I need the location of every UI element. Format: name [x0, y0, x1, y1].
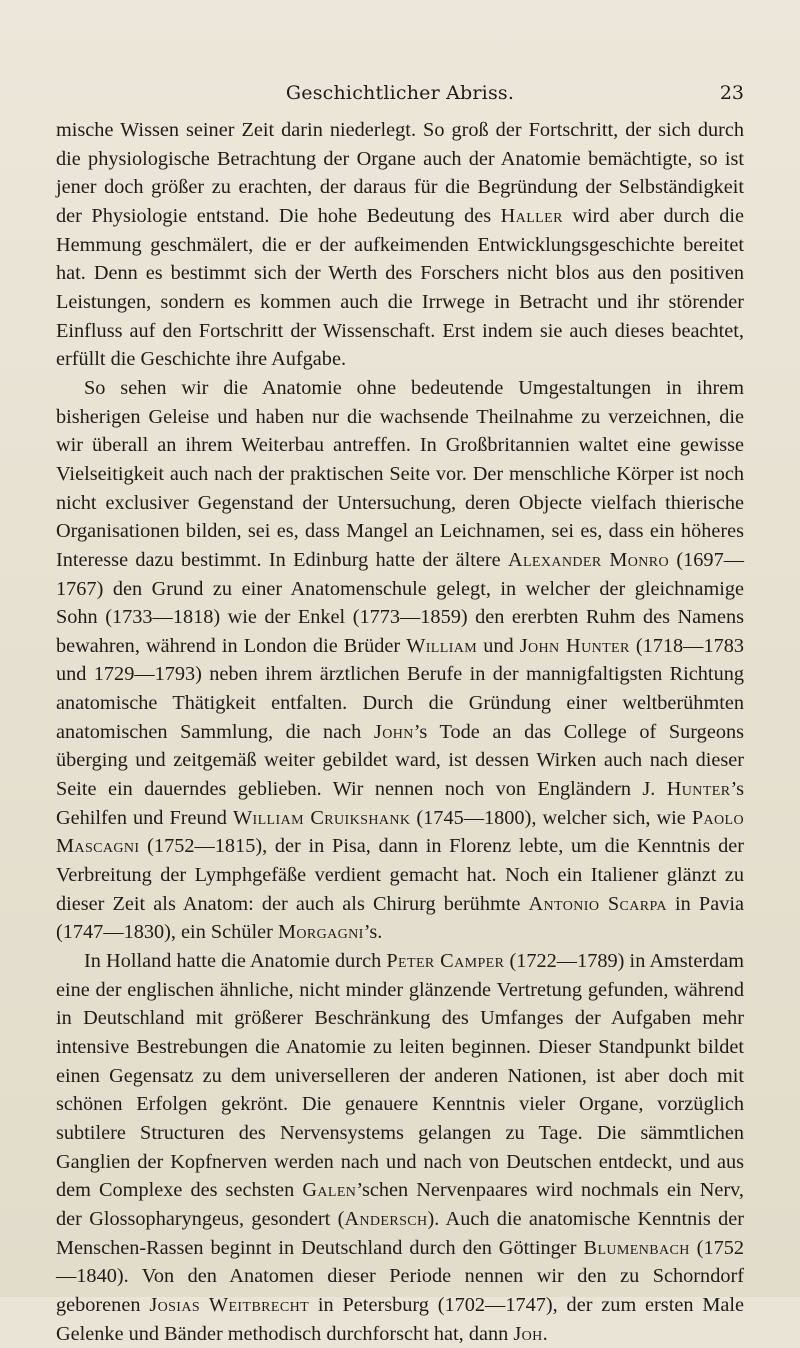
person-name: Morgagni — [277, 921, 364, 944]
person-name: Alexander Monro — [507, 548, 670, 571]
running-title: Geschichtlicher Abriss. — [285, 82, 515, 104]
text-run: ). Auch die anatomische Kenntnis der Menschen-Rassen beginnt in Deutschland durch den Göttinger — [56, 1207, 744, 1259]
paragraph — [56, 374, 744, 947]
text-run: ’schen Nervenpaares wird nochmals ein Nerv, der Glossopharyngeus, gesondert ( — [56, 1179, 744, 1230]
text-run: (1722—1789) in Amsterdam eine der englischen ähnliche, nicht minder glänzende Vertretung gefunden, während in Deutschland mit größerer Beschränkung des Umfanges der Aufgaben mehr intensive Bestrebungen die Anatomie zu leiten beginnen. Dieser Standpunkt bildet einen Gegensatz zu dem universelleren der anderen Nationen, ist aber doch mit schönen Erfolgen gekrönt. Die genauere Kenntnis vieler Organe, vorzüglich subtilere Structuren des Nervensystems gelangen zu Tage. Die sämmtlichen Ganglien der Kopfnerven werden nach und nach von Deutschen entdeckt, und aus dem Complexe des sechsten — [56, 950, 744, 1202]
person-name: Andersch — [344, 1207, 428, 1230]
text-run: ’s Gehilfen und Freund — [56, 778, 744, 829]
text-run: ’s Tode an das College of Surgeons überging und zeitgemäß weiter gebildet ward, ist dessen Wirken auch nach dieser Seite ein dauerndes geblieben. Wir nennen noch von Engländern J. — [56, 720, 744, 801]
person-name: Joh. — [513, 1322, 549, 1345]
person-name: William Cruikshank — [233, 806, 411, 829]
person-name: John — [373, 720, 414, 743]
person-name: Antonio Scarpa — [528, 892, 667, 915]
text-run: mische Wissen seiner Zeit darin niederlegt. So groß der Fortschritt, der sich durch die physiologische Betrachtung der Organe auch der Anatomie bemächtigte, so ist jener doch größer zu erachten, der daraus für die Begründung der Selbständigkeit der Physiologie entstand. Die hohe Bedeutung des — [56, 119, 744, 227]
text-run: (1718—1783 und 1729—1793) neben ihrem ärztlichen Berufe in der mannigfaltigsten Richtung anatomische Thätigkeit entfalten. Durch die Gründung einer weltberühmten anatomischen Sammlung, die nach — [56, 634, 745, 743]
text-run: (1752—1815), der in Pisa, dann in Florenz lebte, um die Kenntnis der Verbreitung der Lymphgefäße verdient gemacht hat. Noch ein Italiener glänzt zu dieser Zeit als Anatom: der auch als Chirurg berühmte — [56, 835, 744, 915]
text-run: In Holland hatte die Anatomie durch — [84, 950, 387, 973]
person-name: Galen — [302, 1179, 357, 1202]
person-name: William — [406, 634, 478, 657]
page-number: 23 — [719, 82, 744, 104]
text-run: So sehen wir die Anatomie ohne bedeutende Umgestaltungen in ihrem bisherigen Geleise und haben nur die wachsende Theilnahme zu verzeichnen, die wir überall an ihrem Weiterbau antreffen. In Großbritannien waltet eine gewisse Vielseitigkeit auch nach der praktischen Seite vor. Der menschliche Körper ist noch nicht exclusiver Gegenstand der Untersuchung, deren Objecte vielfach thierische Organisationen bilden, sei es, dass Mangel an Leichnamen, sei es, dass ein höheres Interesse dazu bestimmt. In Edinburg hatte der ältere — [56, 376, 744, 571]
text-run: in Petersburg (1702—1747), der zum ersten Male Gelenke und Bänder methodisch durchforscht hat, dann — [56, 1293, 744, 1345]
body-text — [56, 116, 744, 1348]
paragraph — [56, 116, 744, 374]
person-name: Blumenbach — [583, 1236, 690, 1259]
text-run: (1752—1840). Von den Anatomen dieser Periode nennen wir den zu Schorndorf geborenen — [56, 1236, 745, 1316]
person-name: Haller — [500, 204, 563, 227]
text-run: ’s. — [363, 921, 383, 944]
text-run: (1697—1767) den Grund zu einer Anatomenschule gelegt, in welcher der gleichnamige Sohn (1733—1818) wie der Enkel (1773—1859) den ererbten Ruhm des Namens bewahren, während in London die Brüder — [56, 548, 744, 657]
person-name: Hunter — [666, 778, 731, 801]
text-run: und — [477, 634, 520, 657]
person-name: John Hunter — [519, 634, 630, 657]
person-name: Paolo Mascagni — [56, 806, 744, 858]
text-run: wird aber durch die Hemmung geschmälert, die er der aufkeimenden Entwicklungsgeschichte bereitet hat. Denn es bestimmt sich der Werth des Forschers nicht blos aus den positiven Leistungen, sondern es kommen auch die Irrwege in Betracht und ihr störender Einfluss auf den Fortschritt der Wissenschaft. Erst indem sie auch dieses beachtet, erfüllt die Geschichte ihre Aufgabe. — [56, 204, 744, 371]
paragraph — [56, 947, 744, 1348]
text-run: in Pavia (1747—1830), ein Schüler — [56, 892, 744, 944]
person-name: Peter Camper — [386, 950, 505, 973]
person-name: Josias Weitbrecht — [149, 1293, 310, 1316]
text-run: (1745—1800), welcher sich, wie — [410, 806, 692, 829]
page-header — [56, 82, 744, 112]
